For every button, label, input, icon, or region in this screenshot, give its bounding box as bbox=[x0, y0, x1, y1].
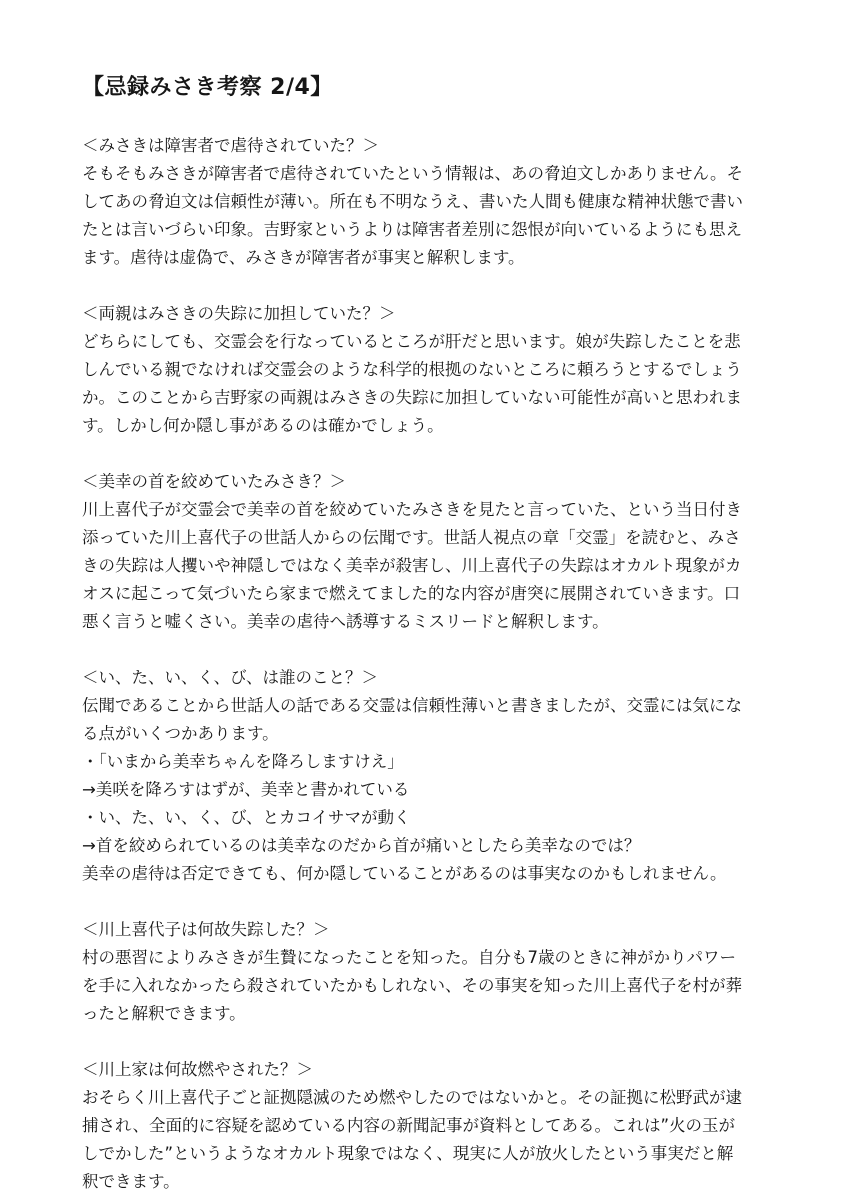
bullet-line: ・い、た、い、く、び、とカコイサマが動く bbox=[82, 808, 411, 827]
arrow-line: →首を絞められているのは美幸なのだから首が痛いとしたら美幸なのでは？ bbox=[82, 836, 641, 855]
paragraph-line: してあの脅迫文は信頼性が薄い。所在も不明なうえ、書いた人間も健康な精神状態で書い bbox=[82, 192, 743, 211]
section-itai-kubi bbox=[82, 664, 788, 888]
paragraph-line: ます。虐待は虚偽で、みさきが障害者が事実と解釈します。 bbox=[82, 248, 525, 267]
paragraph-line: を手に入れなかったら殺されていたかもしれない、その事実を知った川上喜代子を村が葬 bbox=[82, 976, 742, 995]
paragraph-line: しでかした”というようなオカルト現象ではなく、現実に人が放火したという事実だと解 bbox=[82, 1144, 734, 1163]
paragraph-line: おそらく川上喜代子ごと証拠隠滅のため燃やしたのではないかと。その証拠に松野武が逮 bbox=[82, 1088, 742, 1107]
paragraph-line: しんでいる親でなければ交霊会のような科学的根拠のないところに頼ろうとするでしょう bbox=[82, 360, 742, 379]
paragraph-line: 川上喜代子が交霊会で美幸の首を絞めていたみさきを見たと言っていた、という当日付き bbox=[82, 500, 742, 519]
paragraph-line: 悪く言うと嘘くさい。美幸の虐待へ誘導するミスリードと解釈します。 bbox=[82, 612, 609, 631]
paragraph-line: きの失踪は人攫いや神隠しではなく美幸が殺害し、川上喜代子の失踪はオカルト現象がカ bbox=[82, 556, 742, 575]
section-heading: ＜美幸の首を絞めていたみさき？＞ bbox=[82, 472, 346, 491]
section-abuse bbox=[82, 132, 788, 272]
paragraph-line: 美幸の虐待は否定できても、何か隠していることがあるのは事実なのかもしれません。 bbox=[82, 864, 727, 883]
arrow-line: →美咲を降ろすはずが、美幸と書かれている bbox=[82, 780, 410, 799]
section-heading: ＜川上家は何故燃やされた？＞ bbox=[82, 1060, 313, 1079]
bullet-line: ・「いまから美幸ちゃんを降ろしますけえ」 bbox=[82, 752, 404, 771]
section-house-fire bbox=[82, 1056, 788, 1196]
paragraph-line: す。しかし何か隠し事があるのは確かでしょう。 bbox=[82, 416, 444, 435]
section-kiyoko-disappearance bbox=[82, 916, 788, 1028]
section-heading: ＜い、た、い、く、び、は誰のこと？＞ bbox=[82, 668, 379, 687]
paragraph-line: どちらにしても、交霊会を行なっているところが肝だと思います。娘が失踪したことを悲 bbox=[82, 332, 741, 351]
paragraph-line: 釈できます。 bbox=[82, 1172, 180, 1191]
paragraph-line: 添っていた川上喜代子の世話人からの伝聞です。世話人視点の章「交霊」を読むと、みさ bbox=[82, 528, 741, 547]
paragraph-line: か。このことから吉野家の両親はみさきの失踪に加担していない可能性が高いと思われま bbox=[82, 388, 742, 407]
paragraph-line: 伝聞であることから世話人の話である交霊は信頼性薄いと書きましたが、交霊には気にな bbox=[82, 696, 742, 715]
section-heading: ＜みさきは障害者で虐待されていた？＞ bbox=[82, 136, 379, 155]
paragraph-line: ったと解釈できます。 bbox=[82, 1004, 246, 1023]
section-heading: ＜川上喜代子は何故失踪した？＞ bbox=[82, 920, 330, 939]
paragraph-line: 村の悪習によりみさきが生贄になったことを知った。自分も7歳のときに神がかりパワー bbox=[82, 948, 736, 967]
section-strangling bbox=[82, 468, 788, 636]
paragraph-line: る点がいくつかあります。 bbox=[82, 724, 279, 743]
section-parents bbox=[82, 300, 788, 440]
document-title: 【忌録みさき考察 2/4】 bbox=[82, 75, 333, 100]
paragraph-line: オスに起こって気づいたら家まで燃えてました的な内容が唐突に展開されていきます。口 bbox=[82, 584, 741, 603]
paragraph-line: たとは言いづらい印象。吉野家というよりは障害者差別に怨恨が向いているようにも思え bbox=[82, 220, 742, 239]
paragraph-line: 捕され、全面的に容疑を認めている内容の新聞記事が資料としてある。これは”火の玉が bbox=[82, 1116, 736, 1135]
section-heading: ＜両親はみさきの失踪に加担していた？＞ bbox=[82, 304, 396, 323]
paragraph-line: そもそもみさきが障害者で虐待されていたという情報は、あの脅迫文しかありません。そ bbox=[82, 164, 743, 183]
